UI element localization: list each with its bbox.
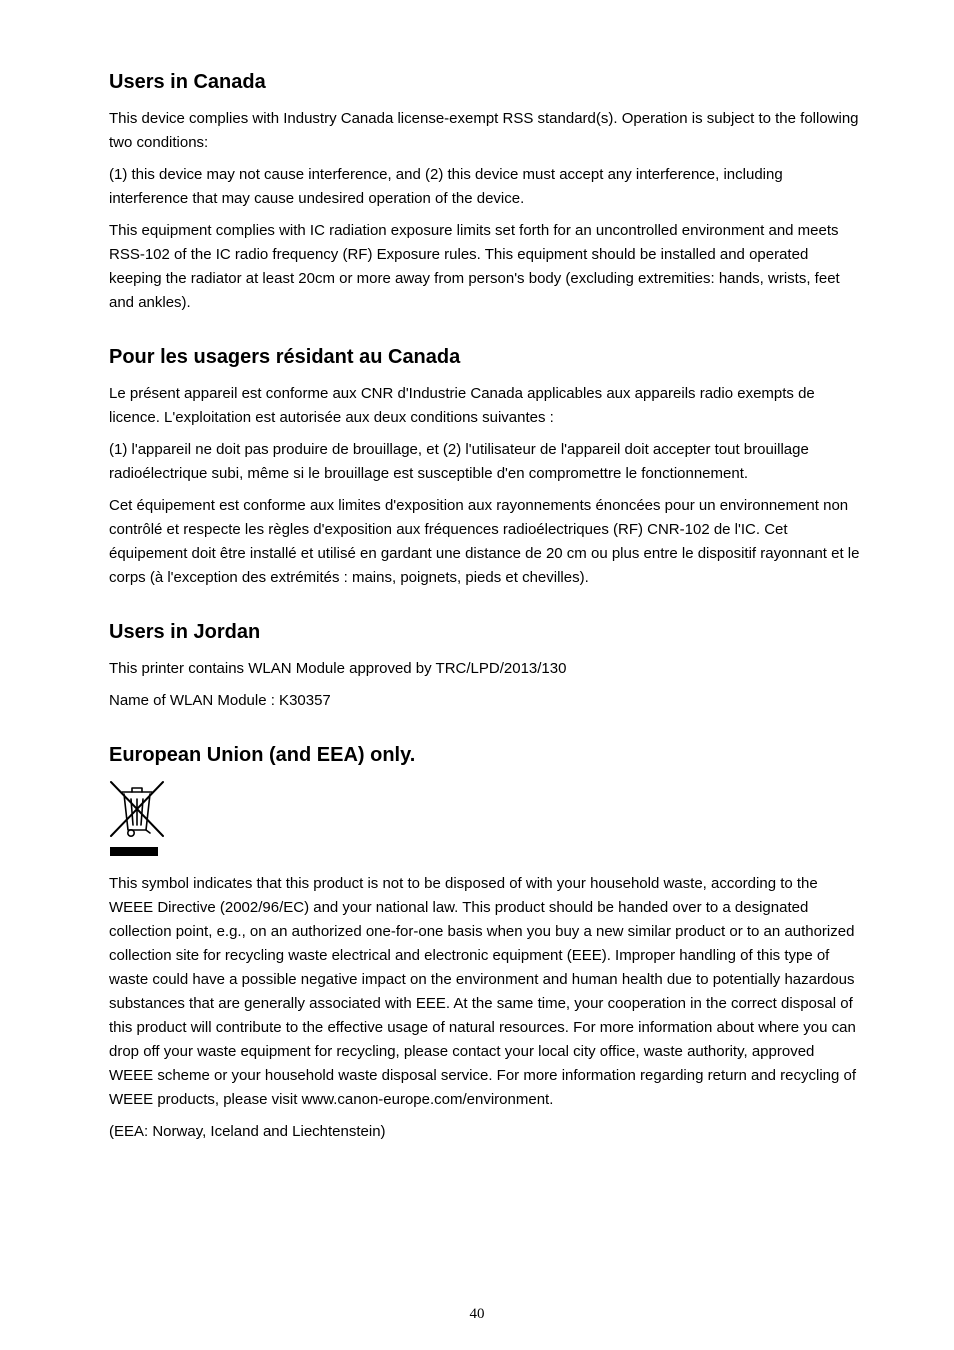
section-users-in-canada xyxy=(109,68,861,315)
paragraph: This device complies with Industry Canada license-exempt RSS standard(s). Operation is subject to the following two conditions: xyxy=(109,110,859,151)
section-pour-les-usagers-canada xyxy=(109,343,861,590)
paragraph: (1) this device may not cause interference, and (2) this device must accept any interference, including interference that may cause undesired operation of the device. xyxy=(109,166,783,207)
paragraph: This equipment complies with IC radiation exposure limits set forth for an uncontrolled environment and meets RSS-102 of the IC radio frequency (RF) Exposure rules. This equipment should be installed and operated keeping the radiator at least 20cm or more away from person's body (excluding extremities: hands, wrists, feet and ankles). xyxy=(109,222,840,311)
paragraph: (EEA: Norway, Iceland and Liechtenstein) xyxy=(109,1123,386,1140)
paragraph: (1) l'appareil ne doit pas produire de brouillage, et (2) l'utilisateur de l'appareil doit accepter tout brouillage radioélectrique subi, même si le brouillage est susceptible d'en compromettre le fonctionnement. xyxy=(109,441,809,482)
page-number: 40 xyxy=(469,1306,485,1322)
paragraph: Cet équipement est conforme aux limites d'exposition aux rayonnements énoncées pour un environnement non contrôlé et respecte les règles d'exposition aux fréquences radioélectriques (RF) CNR-102 de l'IC. Cet équipement doit être installé et utilisé en gardant une distance de 20 cm ou plus entre le dispositif rayonnant et le corps (à l'exception des extrémités : mains, poignets, pieds et chevilles). xyxy=(109,497,860,586)
section-european-union xyxy=(109,741,861,1144)
document-body xyxy=(109,68,861,1172)
section-heading: European Union (and EEA) only. xyxy=(109,744,416,766)
paragraph: Le présent appareil est conforme aux CNR d'Industrie Canada applicables aux appareils radio exempts de licence. L'exploitation est autorisée aux deux conditions suivantes : xyxy=(109,385,815,426)
section-users-in-jordan xyxy=(109,618,861,713)
section-heading: Users in Canada xyxy=(109,71,266,93)
paragraph: Name of WLAN Module : K30357 xyxy=(109,692,331,709)
section-heading: Users in Jordan xyxy=(109,621,261,643)
section-heading: Pour les usagers résidant au Canada xyxy=(109,346,461,368)
crossed-out-wheelie-bin-icon xyxy=(109,780,165,858)
paragraph: This symbol indicates that this product is not to be disposed of with your household waste, according to the WEEE Directive (2002/96/EC) and your national law. This product should be handed over to a designated collection point, e.g., on an authorized one-for-one basis when you buy a new similar product or to an authorized collection site for recycling waste electrical and electronic equipment (EEE). Improper handling of this type of waste could have a possible negative impact on the environment and human health due to potentially hazardous substances that are generally associated with EEE. At the same time, your cooperation in the correct disposal of this product will contribute to the effective usage of natural resources. For more information about where you can drop off your waste equipment for recycling, please contact your local city office, waste authority, approved WEEE scheme or your household waste disposal service. For more information regarding return and recycling of WEEE products, please visit www.canon-europe.com/environment. xyxy=(109,875,857,1108)
paragraph: This printer contains WLAN Module approved by TRC/LPD/2013/130 xyxy=(109,660,567,677)
